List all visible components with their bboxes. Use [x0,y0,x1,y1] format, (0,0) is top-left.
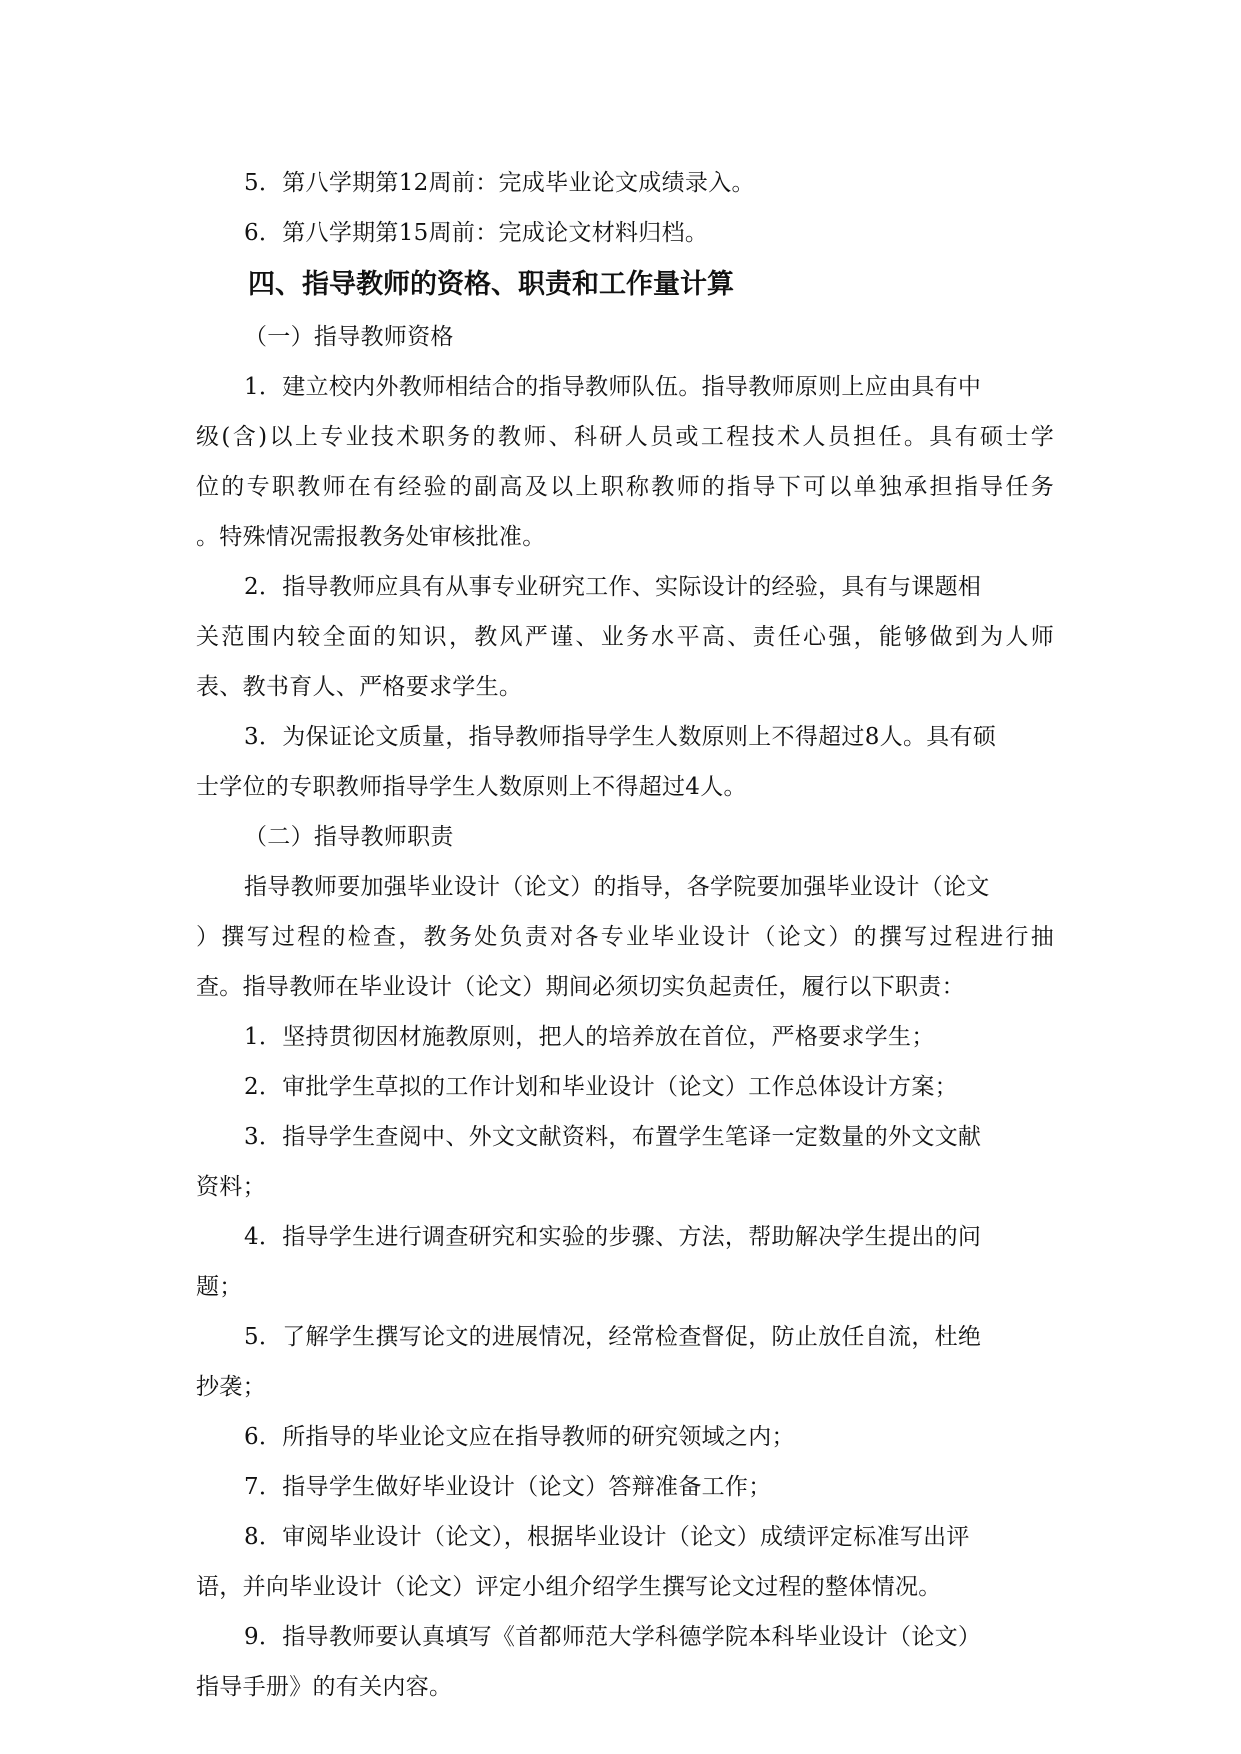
paragraph-line: 2．指导教师应具有从事专业研究工作、实际设计的经验，具有与课题相 [244,574,982,600]
schedule-item-6: 6．第八学期第15周前：完成论文材料归档。 [244,220,709,246]
paragraph-line: 士学位的专职教师指导学生人数原则上不得超过4人。 [196,774,747,800]
duty-item-8: 8．审阅毕业设计（论文），根据毕业设计（论文）成绩评定标准写出评 [244,1524,970,1550]
subsection-title-duties: （二）指导教师职责 [244,824,454,850]
paragraph-line: 语，并向毕业设计（论文）评定小组介绍学生撰写论文过程的整体情况。 [196,1574,942,1600]
paragraph-line: 3．为保证论文质量，指导教师指导学生人数原则上不得超过8人。具有硕 [244,724,997,750]
paragraph-line: 题； [196,1274,243,1300]
duty-item-3: 3．指导学生查阅中、外文文献资料，布置学生笔译一定数量的外文文献 [244,1124,982,1150]
duty-item-2: 2．审批学生草拟的工作计划和毕业设计（论文）工作总体设计方案； [244,1074,958,1100]
schedule-item-5: 5．第八学期第12周前：完成毕业论文成绩录入。 [244,170,755,196]
paragraph-line: 抄袭； [196,1374,266,1400]
section-heading: 四、指导教师的资格、职责和工作量计算 [248,269,734,300]
paragraph-line: 查。指导教师在毕业设计（论文）期间必须切实负起责任，履行以下职责： [196,974,965,1000]
paragraph-line: 指导手册》的有关内容。 [196,1674,453,1700]
paragraph-line: 。特殊情况需报教务处审核批准。 [196,524,546,550]
paragraph-line: 资料； [196,1174,266,1200]
document-page [196,158,1054,1712]
paragraph-line: 位的专职教师在有经验的副高及以上职称教师的指导下可以单独承担指导任务 [196,474,1054,500]
paragraph-line: 关范围内较全面的知识，教风严谨、业务水平高、责任心强，能够做到为人师 [196,624,1054,650]
paragraph-line: ）撰写过程的检查，教务处负责对各专业毕业设计（论文）的撰写过程进行抽 [196,924,1054,950]
subsection-title-qualifications: （一）指导教师资格 [244,324,454,350]
duty-item-1: 1．坚持贯彻因材施教原则，把人的培养放在首位，严格要求学生； [244,1024,935,1050]
duty-item-4: 4．指导学生进行调查研究和实验的步骤、方法，帮助解决学生提出的问 [244,1224,982,1250]
paragraph-line: 级(含)以上专业技术职务的教师、科研人员或工程技术人员担任。具有硕士学 [196,424,1054,450]
duty-item-9: 9．指导教师要认真填写《首都师范大学科德学院本科毕业设计（论文） [244,1624,982,1650]
duty-item-7: 7．指导学生做好毕业设计（论文）答辩准备工作； [244,1474,772,1500]
duty-item-6: 6．所指导的毕业论文应在指导教师的研究领域之内； [244,1424,795,1450]
paragraph-line: 表、教书育人、严格要求学生。 [196,674,523,700]
paragraph-line: 1．建立校内外教师相结合的指导教师队伍。指导教师原则上应由具有中 [244,374,982,400]
duty-item-5: 5．了解学生撰写论文的进展情况，经常检查督促，防止放任自流，杜绝 [244,1324,982,1350]
paragraph-line: 指导教师要加强毕业设计（论文）的指导，各学院要加强毕业设计（论文 [244,874,990,900]
